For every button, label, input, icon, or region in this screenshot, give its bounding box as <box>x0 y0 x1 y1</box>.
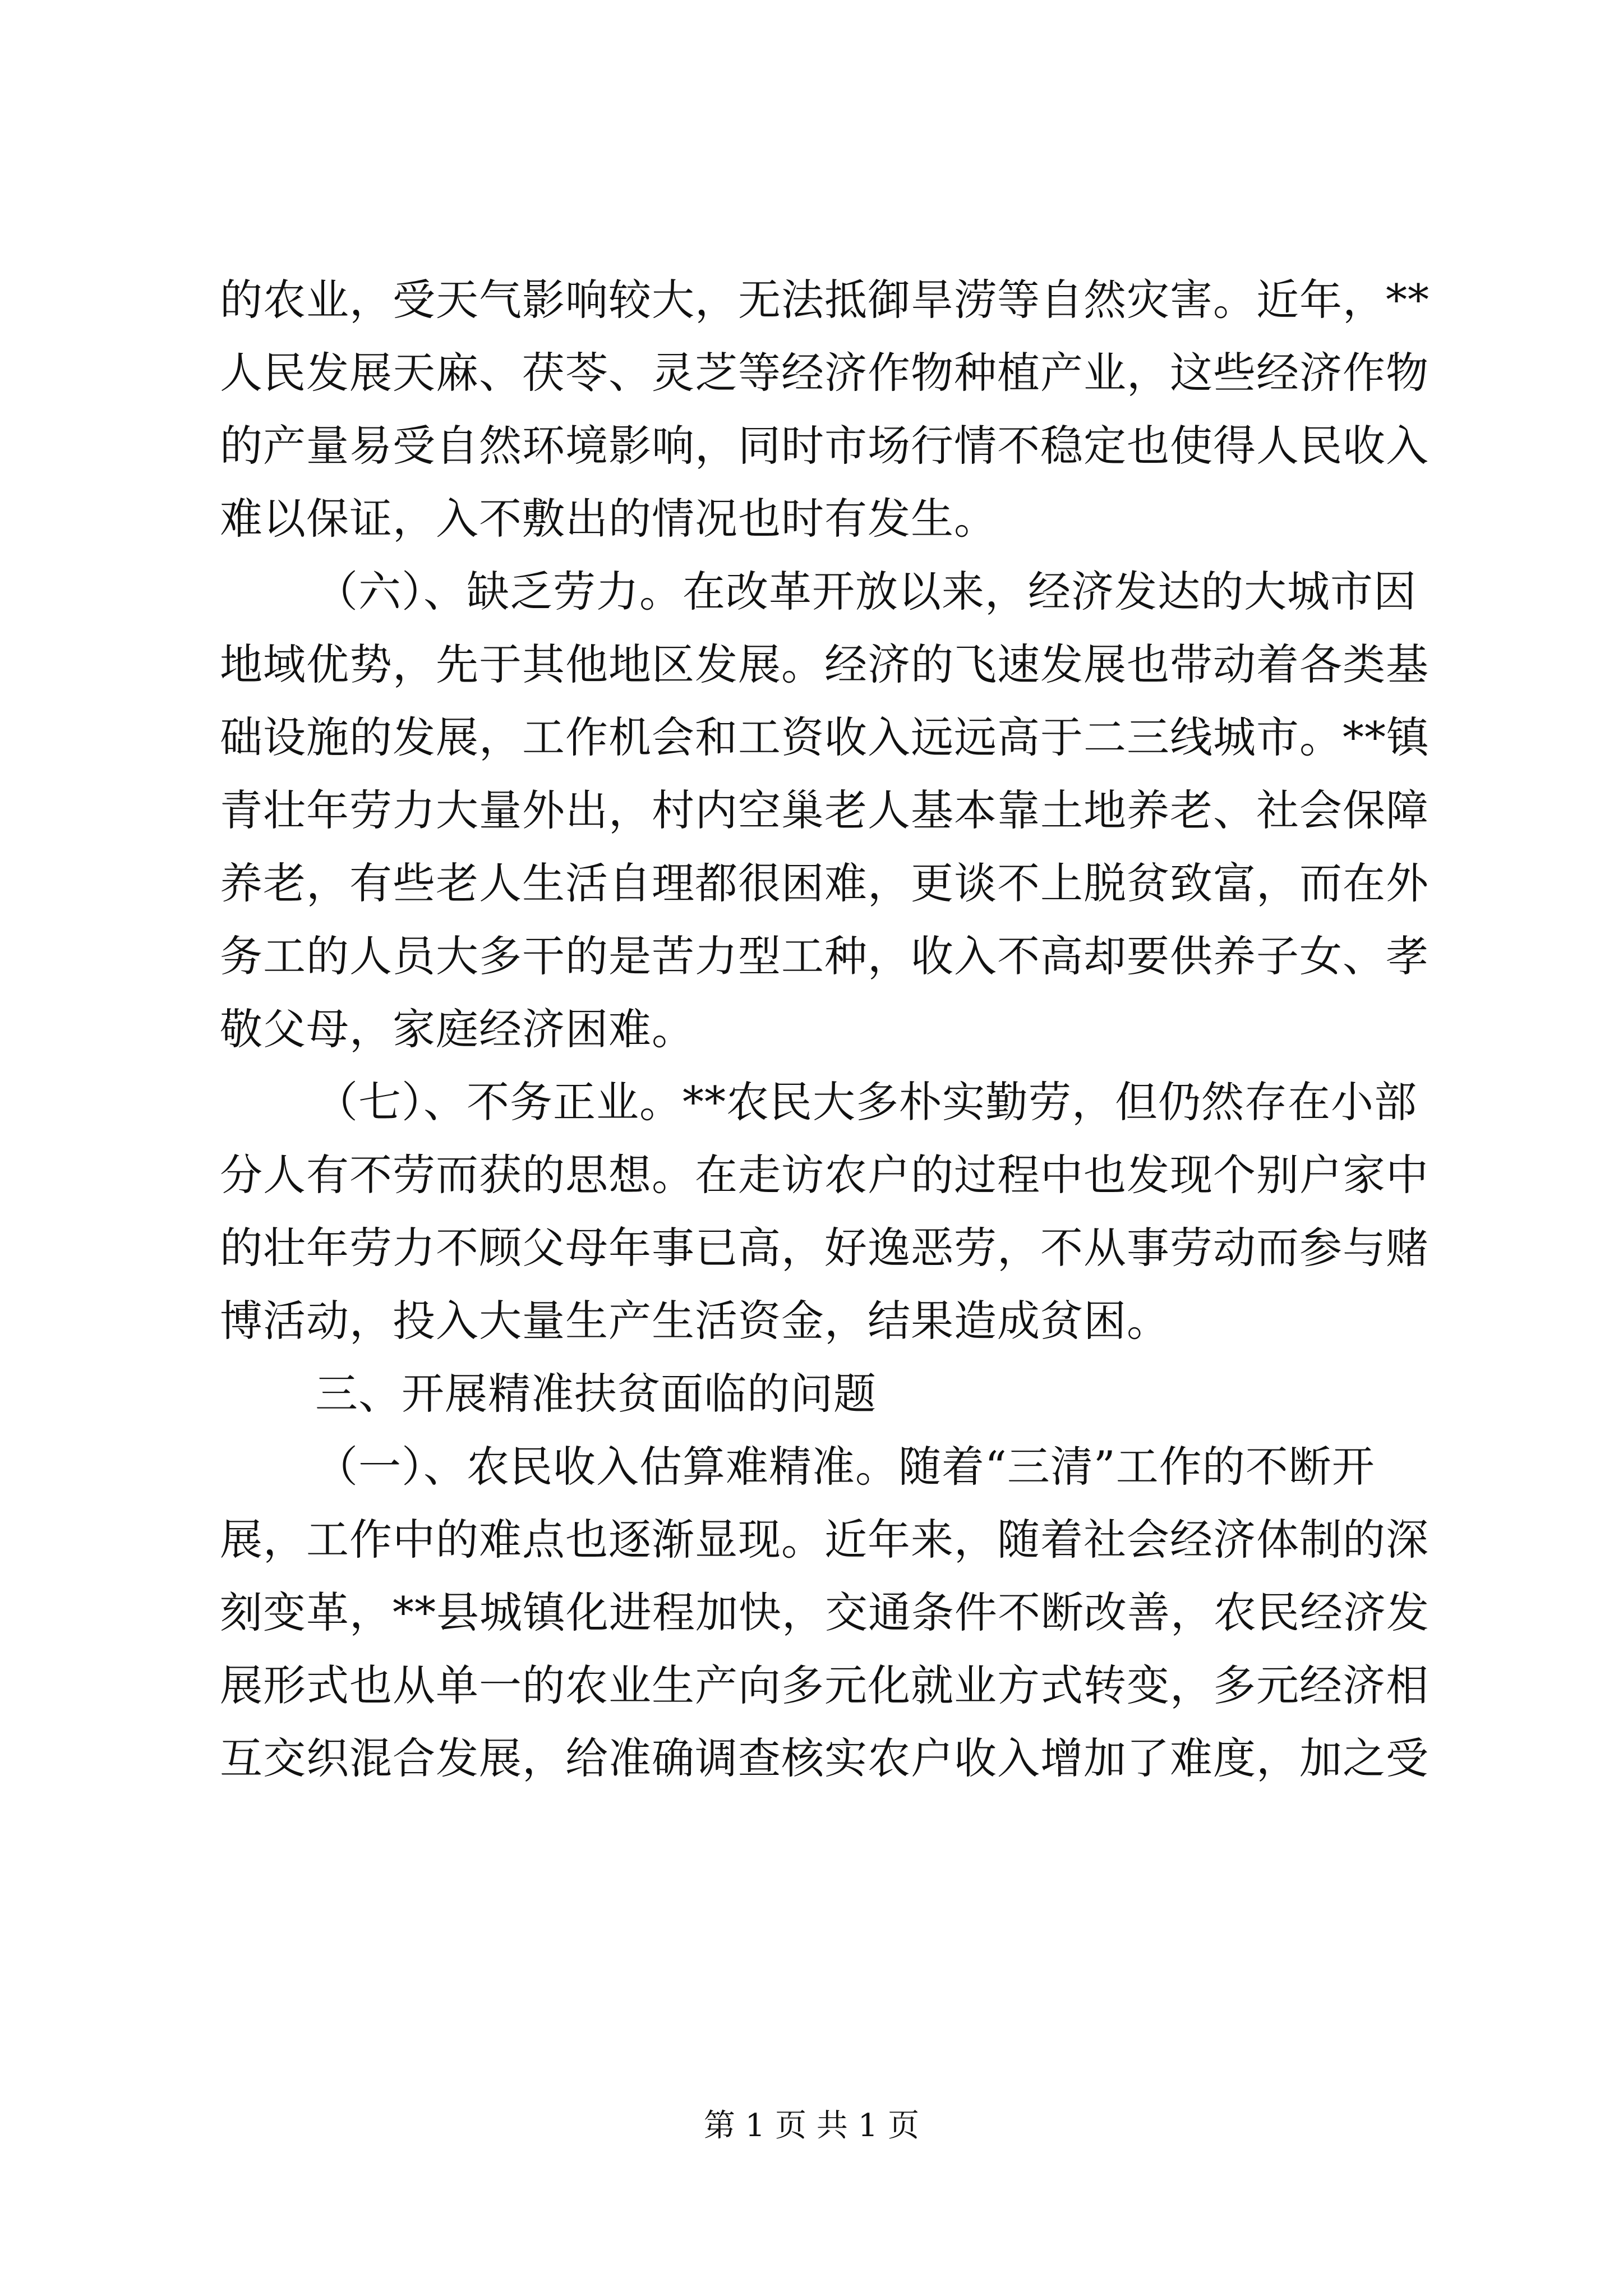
text-line: 人民发展天麻、茯苓、灵芝等经济作物种植产业，这些经济作物 <box>220 348 1429 398</box>
text-line: 刻变革，**县城镇化进程加快，交通条件不断改善，农民经济发 <box>220 1588 1430 1637</box>
section-heading-seven: （七）、不务正业。**农民大多朴实勤劳，但仍然存在小部 <box>315 1077 1417 1127</box>
page-footer: 第 1 页 共 1 页 <box>703 2108 920 2144</box>
text-line: 的农业，受天气影响较大，无法抵御旱涝等自然灾害。近年，** <box>220 275 1430 325</box>
text-line: 养老，有些老人生活自理都很困难，更谈不上脱贫致富，而在外 <box>220 858 1429 908</box>
text-line: 分人有不劳而获的思想。在走访农户的过程中也发现个别户家中 <box>220 1150 1429 1200</box>
text-line: 地域优势，先于其他地区发展。经济的飞速发展也带动着各类基 <box>220 639 1429 689</box>
section-heading-three: 三、开展精准扶贫面临的问题 <box>315 1369 877 1419</box>
text-line: 敬父母，家庭经济困难。 <box>220 1004 695 1054</box>
document-body <box>220 264 1431 1795</box>
text-line: 础设施的发展，工作机会和工资收入远远高于二三线城市。**镇 <box>220 712 1430 762</box>
section-heading-six: （六）、缺乏劳力。在改革开放以来，经济发达的大城市因 <box>315 567 1417 616</box>
text-line: 的壮年劳力不顾父母年事已高，好逸恶劳，不从事劳动而参与赌 <box>220 1223 1429 1273</box>
text-line: 的产量易受自然环境影响，同时市场行情不稳定也使得人民收入 <box>220 421 1429 471</box>
text-line: 展，工作中的难点也逐渐显现。近年来，随着社会经济体制的深 <box>220 1515 1429 1565</box>
text-line: 互交织混合发展，给准确调查核实农户收入增加了难度，加之受 <box>220 1733 1429 1783</box>
text-line: 展形式也从单一的农业生产向多元化就业方式转变，多元经济相 <box>220 1660 1429 1710</box>
text-line: 博活动，投入大量生产生活资金，结果造成贫困。 <box>220 1296 1170 1346</box>
subsection-heading-one: （一）、农民收入估算难精准。随着“三清”工作的不断开 <box>315 1442 1375 1492</box>
text-line: 务工的人员大多干的是苦力型工种，收入不高却要供养子女、孝 <box>220 931 1429 981</box>
text-line: 青壮年劳力大量外出，村内空巢老人基本靠土地养老、社会保障 <box>220 785 1429 835</box>
text-line: 难以保证，入不敷出的情况也时有发生。 <box>220 494 997 544</box>
